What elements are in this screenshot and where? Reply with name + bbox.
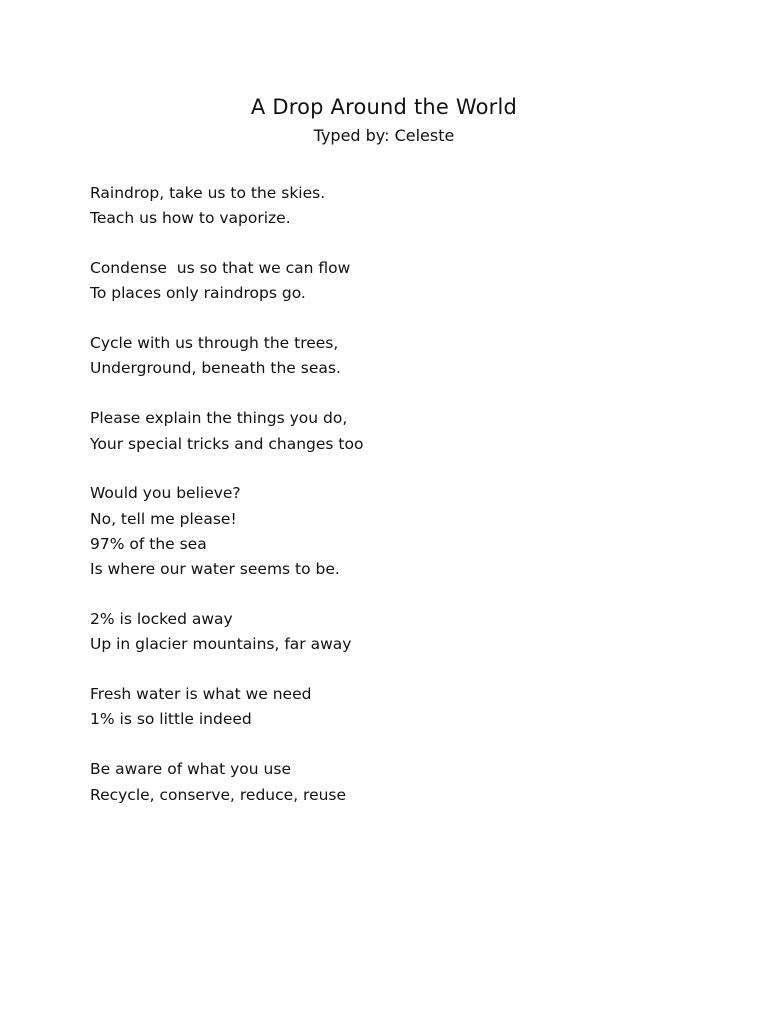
poem-line: Your special tricks and changes too [90, 434, 364, 453]
stanza [90, 481, 690, 582]
stanza [90, 406, 690, 457]
poem-line: Underground, beneath the seas. [90, 359, 341, 378]
stanza [90, 682, 690, 733]
poem-title: A Drop Around the World [250, 95, 518, 119]
poem-line: Raindrop, take us to the skies. [90, 184, 326, 202]
poem-line: No, tell me please! [90, 509, 237, 528]
poem-line: Be aware of what you use [90, 760, 291, 779]
stanza [90, 331, 690, 382]
poem-line: Recycle, conserve, reduce, reuse [90, 785, 347, 804]
poem-line: Is where our water seems to be. [90, 560, 340, 579]
stanza [90, 607, 690, 658]
poem-line: 2% is locked away [90, 610, 233, 629]
poem-line: 1% is so little indeed [90, 710, 252, 729]
poem-line: Cycle with us through the trees, [90, 334, 339, 353]
poem-body [90, 181, 690, 832]
poem-line: Teach us how to vaporize. [90, 209, 291, 228]
poem-line: Would you believe? [90, 484, 241, 503]
poem-line: Up in glacier mountains, far away [90, 635, 352, 654]
stanza [90, 256, 690, 307]
poem-line: To places only raindrops go. [90, 284, 306, 303]
poem-line: Condense us so that we can flow [90, 259, 351, 278]
poem-line: Fresh water is what we need [90, 685, 312, 704]
stanza [90, 757, 690, 808]
stanza [90, 181, 690, 232]
poem-line: 97% of the sea [90, 534, 207, 553]
poem-byline: Typed by: Celeste [313, 126, 455, 145]
poem-line: Please explain the things you do, [90, 409, 348, 428]
